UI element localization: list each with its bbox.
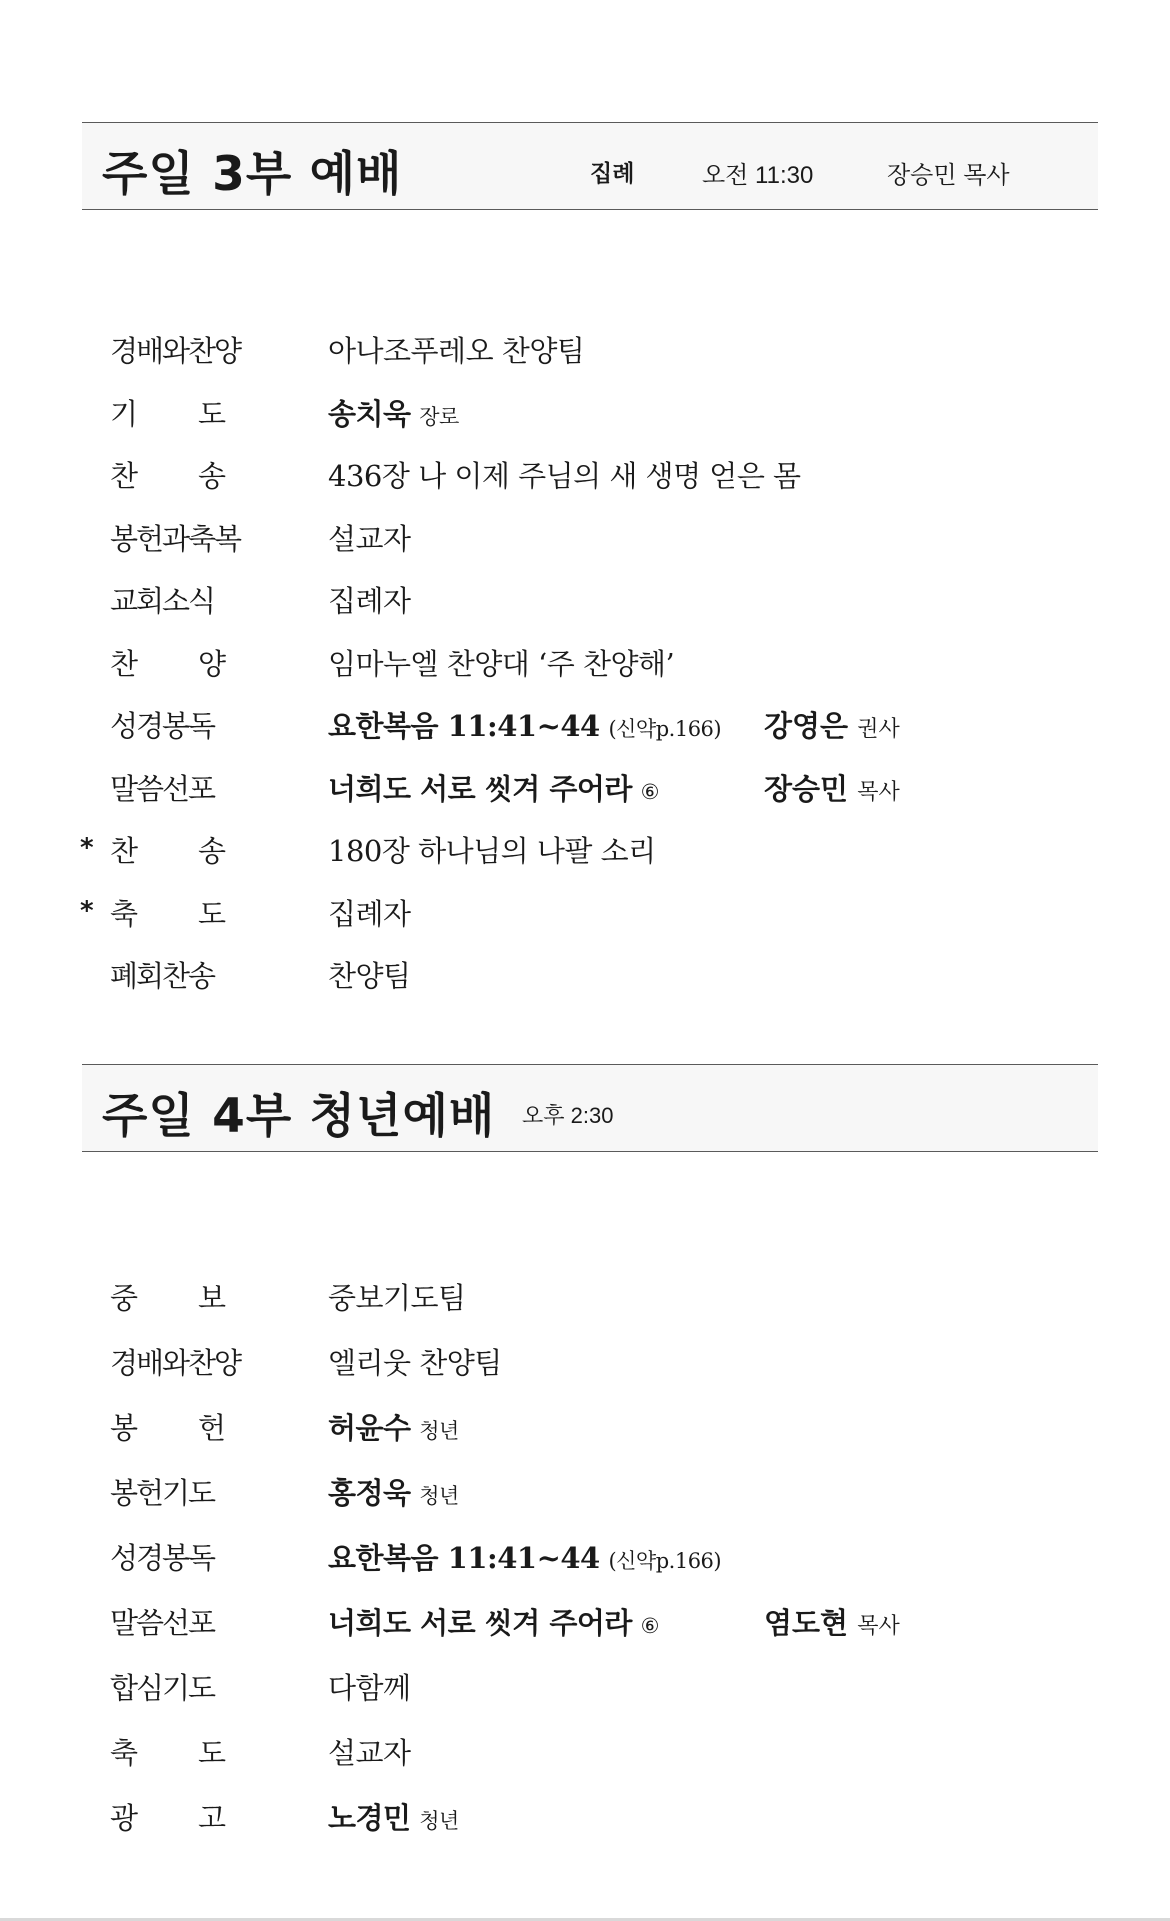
order-person-title: 목사	[857, 1614, 900, 1639]
service-4-title: 주일 4부 청년예배	[102, 1089, 496, 1144]
order-label: 성경봉독	[110, 709, 215, 743]
order-label: 기 도	[110, 396, 226, 431]
order-content-main: 송치욱	[328, 396, 411, 431]
order-content	[328, 329, 584, 370]
order-label: 축 도	[110, 1736, 226, 1770]
order-label: 말씀선포	[110, 771, 215, 806]
order-content-main: 노경민	[328, 1801, 411, 1835]
order-content-text: 엘리웃 찬양팀	[328, 1346, 502, 1380]
order-person	[764, 767, 900, 808]
service-4-header	[82, 1064, 1098, 1152]
service-3-title: 주일 3부 예배	[102, 147, 403, 202]
order-content-main: 너희도 서로 씻겨 주어라	[328, 1606, 632, 1640]
order-content-sub: ⑥	[640, 1614, 659, 1638]
service-3-header	[82, 122, 1098, 210]
order-content-text: 중보기도팀	[328, 1281, 466, 1315]
service-3-section	[80, 122, 1098, 993]
order-content-sub: 장로	[419, 404, 459, 429]
order-label: 봉헌기도	[110, 1476, 215, 1510]
order-label: 교회소식	[110, 584, 215, 618]
order-row	[82, 323, 1098, 373]
order-row	[82, 1725, 1098, 1775]
order-content	[328, 829, 656, 870]
order-content	[328, 1536, 721, 1577]
order-person-name: 강영은	[764, 709, 849, 743]
order-person	[764, 1601, 900, 1642]
service-4-time: 오후 2:30	[522, 1103, 614, 1128]
order-content	[328, 517, 411, 558]
order-content	[328, 767, 659, 808]
service-3-time: 오전 11:30	[702, 162, 814, 189]
order-row	[82, 1595, 1098, 1645]
order-content	[328, 1276, 466, 1317]
order-row	[82, 448, 1098, 498]
order-row	[82, 1335, 1098, 1385]
order-content	[328, 892, 411, 933]
order-row	[82, 386, 1098, 436]
order-row	[82, 1465, 1098, 1515]
order-row	[82, 698, 1098, 748]
service-3-leader: 장승민 목사	[887, 162, 1010, 189]
order-label: 찬 송	[110, 834, 226, 868]
order-label: 봉헌과축복	[110, 521, 241, 556]
order-content	[328, 1601, 659, 1642]
order-content	[328, 454, 801, 495]
order-content-main: 너희도 서로 씻겨 주어라	[328, 771, 632, 806]
order-content-main: 홍정욱	[328, 1476, 411, 1510]
order-row	[82, 761, 1098, 811]
order-content	[328, 954, 411, 995]
order-row	[82, 1660, 1098, 1710]
order-content	[328, 642, 674, 683]
order-label: 합심기도	[110, 1671, 215, 1705]
order-person	[764, 704, 900, 745]
order-content-text: 집례자	[328, 896, 411, 931]
order-row	[82, 1790, 1098, 1840]
order-row	[82, 511, 1098, 561]
order-label: 폐회찬송	[110, 959, 215, 993]
order-content-text: 집례자	[328, 584, 411, 618]
order-content-main: 허윤수	[328, 1411, 411, 1445]
order-row	[82, 1270, 1098, 1320]
order-content-text: 설교자	[328, 1736, 411, 1770]
order-content-text: 설교자	[328, 521, 411, 556]
standing-marker: *	[80, 895, 94, 926]
order-content-main: 요한복음 11:41~44	[328, 709, 600, 743]
service-3-leader-label: 집례	[590, 161, 635, 187]
order-content	[328, 392, 459, 433]
order-label: 중 보	[110, 1281, 226, 1315]
order-row	[82, 886, 1098, 936]
order-label: 성경봉독	[110, 1541, 215, 1575]
order-content	[328, 1406, 459, 1447]
order-content-sub: 청년	[419, 1809, 459, 1833]
order-label: 경배와찬양	[110, 334, 241, 368]
order-label: 광 고	[110, 1801, 226, 1835]
order-content	[328, 1341, 502, 1382]
order-person-title: 목사	[857, 779, 900, 805]
order-content-text: 180장 하나님의 나팔 소리	[328, 834, 656, 868]
order-row	[82, 948, 1098, 998]
order-label: 봉 헌	[110, 1411, 226, 1445]
order-label: 말씀선포	[110, 1606, 215, 1640]
order-label: 찬 송	[110, 459, 226, 493]
order-row	[82, 1530, 1098, 1580]
order-content-sub: 청년	[419, 1419, 459, 1443]
order-content-text: 다함께	[328, 1671, 411, 1705]
order-row	[82, 823, 1098, 873]
order-content-sub: (신약p.166)	[608, 1549, 722, 1573]
order-person-title: 권사	[857, 717, 900, 742]
order-label: 축 도	[110, 896, 226, 931]
order-content	[328, 1666, 411, 1707]
order-person-name: 염도현	[764, 1606, 849, 1640]
order-content	[328, 704, 721, 745]
order-content	[328, 579, 411, 620]
order-content-text: 찬양팀	[328, 959, 411, 993]
order-content-text: 436장 나 이제 주님의 새 생명 얻은 몸	[328, 459, 801, 493]
order-content-sub: 청년	[419, 1484, 459, 1508]
standing-marker: *	[80, 833, 94, 863]
order-content	[328, 1471, 459, 1512]
order-content-sub: (신약p.166)	[608, 717, 722, 741]
order-content-sub: ⑥	[640, 779, 659, 804]
order-content-text: 아나조푸레오 찬양팀	[328, 334, 585, 368]
order-person-name: 장승민	[764, 771, 849, 806]
service-4-section	[82, 1064, 1098, 1835]
order-row	[82, 1400, 1098, 1450]
order-label: 찬 양	[110, 646, 226, 681]
order-row	[82, 573, 1098, 623]
order-row	[82, 636, 1098, 686]
order-content	[328, 1796, 459, 1837]
order-content-main: 요한복음 11:41~44	[328, 1541, 600, 1575]
order-label: 경배와찬양	[110, 1346, 241, 1380]
order-content-text: 임마누엘 찬양대 ‘주 찬양해’	[328, 646, 675, 681]
order-content	[328, 1731, 411, 1772]
